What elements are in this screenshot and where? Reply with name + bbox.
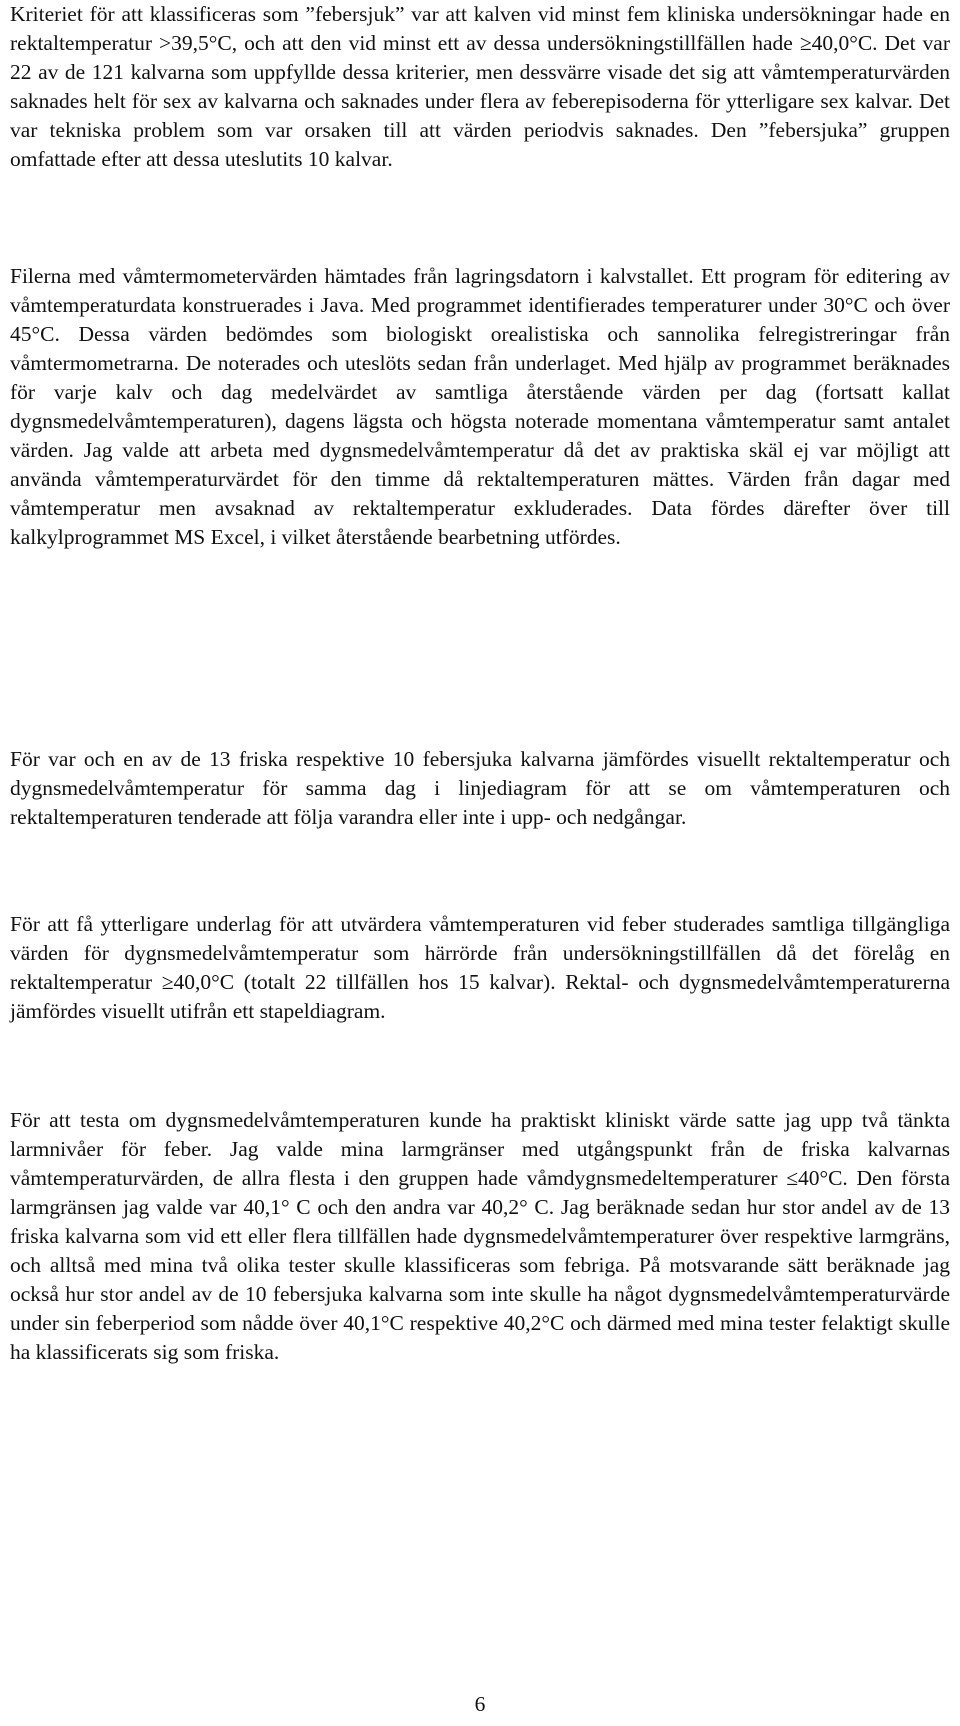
paragraph-line-chart-comparison: För var och en av de 13 friska respektive 10 febersjuka kalvarna jämfördes visuellt rektaltemperatur och dygnsmedelvåmtemperatur för samma dag i linjediagram för att se om våmtemperaturen och rektaltemperaturen tenderade att följa varandra eller inte i upp- och nedgångar. [10, 747, 950, 829]
document-page [10, 0, 950, 1726]
paragraph-fever-criteria: Kriteriet för att klassificeras som ”febersjuk” var att kalven vid minst fem kliniska undersökningar hade en rektaltemperatur >39,5°C, och att den vid minst ett av dessa undersökningstillfällen hade ≥40,0°C. Det var 22 av de 121 kalvarna som uppfyllde dessa kriterier, men dessvärre visade det sig att våmtemperaturvärden saknades helt för sex av kalvarna och saknades under flera av feberepisoderna för ytterligare sex kalvar. Det var tekniska problem som var orsaken till att värden periodvis saknades. Den ”febersjuka” gruppen omfattade efter att dessa uteslutits 10 kalvar. [10, 2, 950, 171]
paragraph-alarm-levels: För att testa om dygnsmedelvåmtemperaturen kunde ha praktiskt kliniskt värde satte jag upp två tänkta larmnivåer för feber. Jag valde mina larmgränser med utgångspunkt från de friska kalvarnas våmtemperaturvärden, de allra flesta i den gruppen hade våmdygnsmedeltemperaturer ≤40°C. Den första larmgränsen jag valde var 40,1° C och den andra var 40,2° C. Jag beräknade sedan hur stor andel av de 13 friska kalvarna som vid ett eller flera tillfällen hade dygnsmedelvåmtemperaturer över respektive larmgräns, och alltså med mina två olika tester skulle klassificeras som febriga. På motsvarande sätt beräknade jag också hur stor andel av de 10 febersjuka kalvarna som inte skulle ha något dygnsmedelvåmtemperaturvärde under sin feberperiod som nådde över 40,1°C respektive 40,2°C och därmed med mina tester felaktigt skulle ha klassificerats sig som friska. [10, 1108, 950, 1364]
paragraph-bar-chart-comparison: För att få ytterligare underlag för att utvärdera våmtemperaturen vid feber studerades samtliga tillgängliga värden för dygnsmedelvåmtemperatur som härrörde från undersökningstillfällen då det förelåg en rektaltemperatur ≥40,0°C (totalt 22 tillfällen hos 15 kalvar). Rektal- och dygnsmedelvåmtemperaturerna jämfördes visuellt utifrån ett stapeldiagram. [10, 912, 950, 1023]
page-number: 6 [474, 1692, 486, 1716]
paragraph-data-processing: Filerna med våmtermometervärden hämtades från lagringsdatorn i kalvstallet. Ett program för editering av våmtemperaturdata konstruerades i Java. Med programmet identifierades temperaturer under 30°C och över 45°C. Dessa värden bedömdes som biologiskt orealistiska och sannolika felregistreringar från våmtermometrarna. De noterades och uteslöts sedan från underlaget. Med hjälp av programmet beräknades för varje kalv och dag medelvärdet av samtliga återstående värden per dag (fortsatt kallat dygnsmedelvåmtemperaturen), dagens lägsta och högsta noterade momentana våmtemperatur samt antalet värden. Jag valde att arbeta med dygnsmedelvåmtemperatur då det av praktiska skäl ej var möjligt att använda våmtemperaturvärdet för den timme då rektaltemperaturen mättes. Värden från dagar med våmtemperatur men avsaknad av rektaltemperatur exkluderades. Data fördes därefter över till kalkylprogrammet MS Excel, i vilket återstående bearbetning utfördes. [10, 264, 950, 549]
